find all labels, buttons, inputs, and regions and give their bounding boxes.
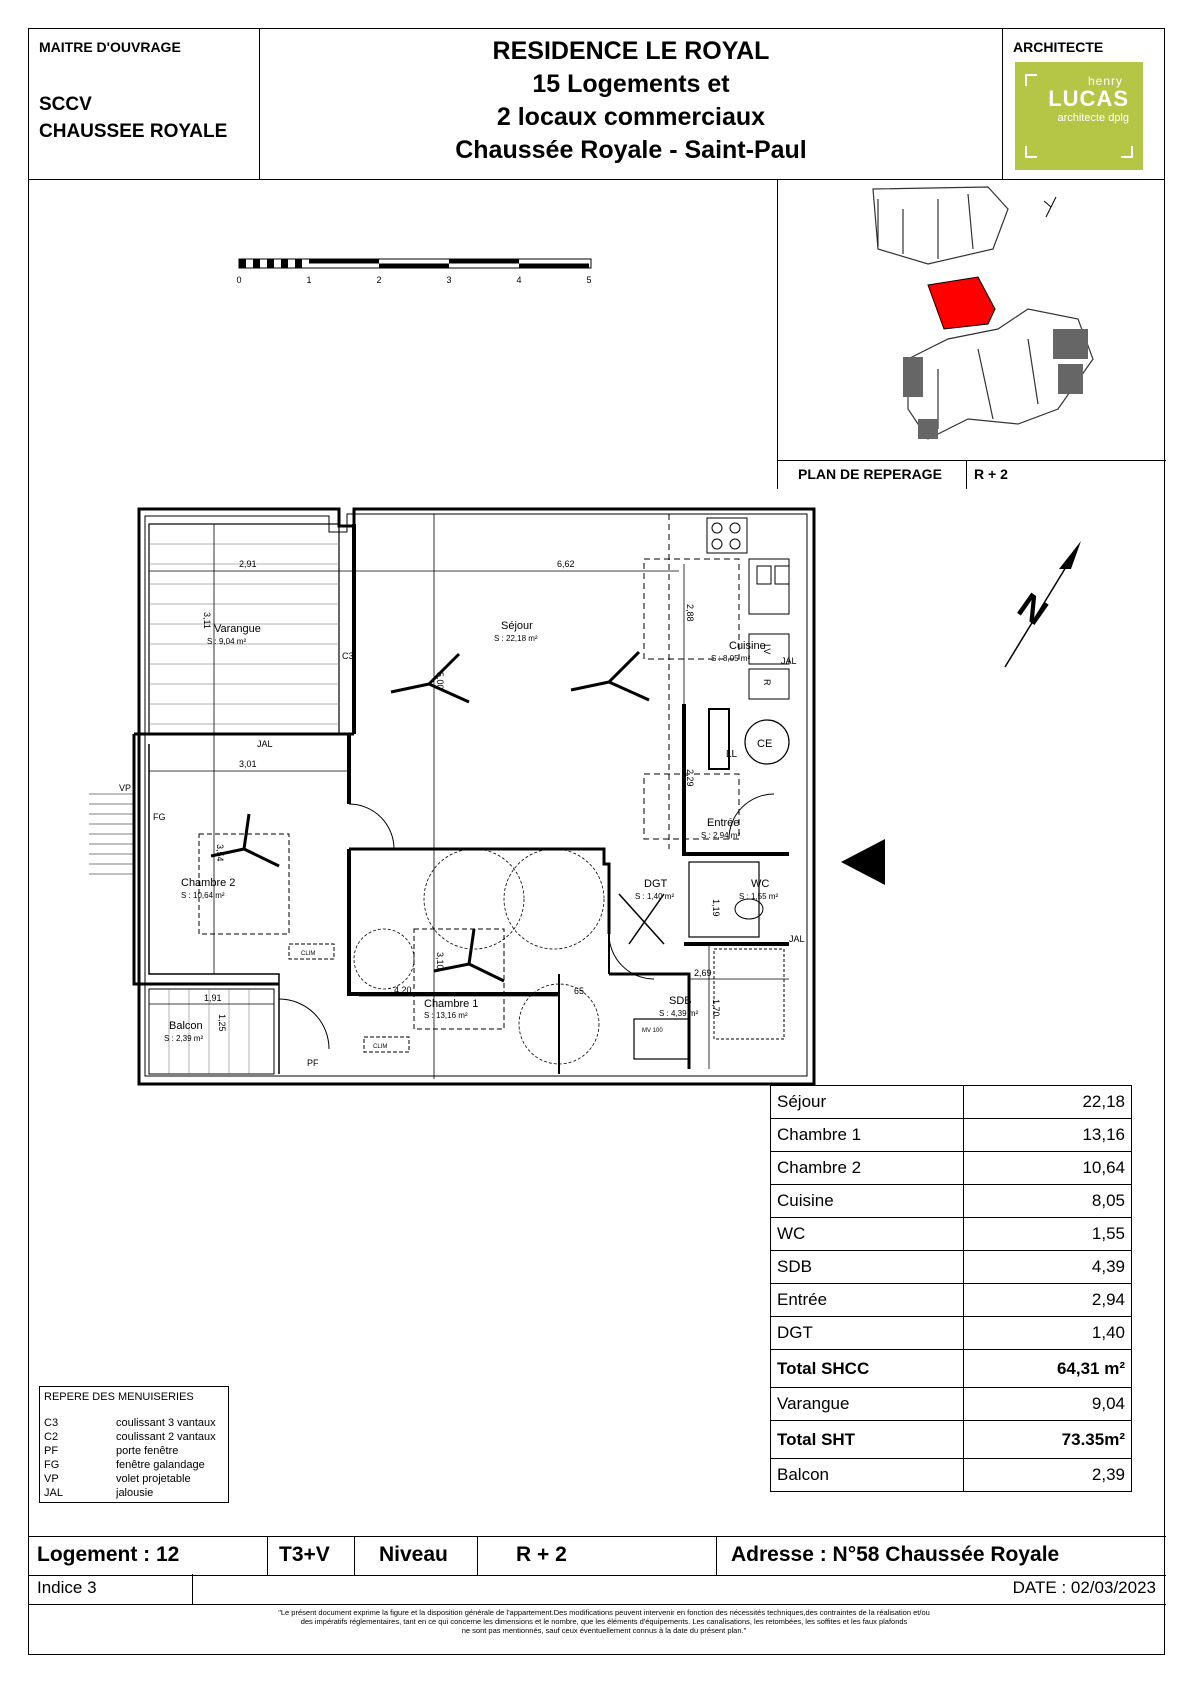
room-label-chambre1: Chambre 1: [424, 998, 479, 1010]
north-arrow-small-icon: [1044, 197, 1056, 217]
room-area-chambre1: S : 13,16 m²: [424, 1011, 468, 1020]
maitre-ouvrage-cell: [29, 29, 260, 179]
location-plan-divider: [966, 461, 967, 489]
logo-text-sub: architecte dplg: [1057, 112, 1129, 124]
area-row: [771, 1421, 1132, 1459]
scale-tick: 0: [236, 275, 242, 285]
tag-ce: CE: [757, 738, 773, 750]
tag-jal: JAL: [789, 934, 805, 944]
room-area-varangue: S : 9,04 m²: [207, 637, 247, 646]
svg-text:N: N: [1010, 584, 1056, 633]
logo-corner-icon: [1025, 146, 1037, 158]
dim-label: 3,11: [202, 612, 212, 629]
architect-label: ARCHITECTE: [1013, 39, 1104, 55]
tag-c3: C3: [342, 651, 354, 661]
dim-label: 3,54: [215, 844, 225, 862]
area-value: 9,04: [964, 1388, 1132, 1421]
joinery-legend: [39, 1386, 229, 1503]
scale-tick: 3: [446, 275, 452, 285]
tag-mv: MV 100: [642, 1028, 663, 1034]
indice: Indice 3: [37, 1578, 97, 1597]
room-area-wc: S : 1,55 m²: [739, 892, 779, 901]
area-row: [771, 1086, 1132, 1119]
architect-logo: [1015, 62, 1143, 170]
area-room: Total SHCC: [771, 1350, 964, 1388]
logement-number: Logement : 12: [37, 1543, 180, 1566]
location-plan: [777, 179, 1166, 489]
logo-corner-icon: [1121, 146, 1133, 158]
maitre-line2: CHAUSSEE ROYALE: [39, 121, 228, 142]
area-row: [771, 1388, 1132, 1421]
area-value: 22,18: [964, 1086, 1132, 1119]
area-value: 13,16: [964, 1119, 1132, 1152]
tag-fg: FG: [153, 812, 166, 822]
area-value: 73.35m²: [964, 1421, 1132, 1459]
legend-item: VP volet projetable: [44, 1473, 191, 1485]
maitre-ouvrage-label: MAITRE D'OUVRAGE: [39, 39, 181, 55]
area-value: 10,64: [964, 1152, 1132, 1185]
area-row: [771, 1317, 1132, 1350]
area-row: [771, 1284, 1132, 1317]
area-room: SDB: [771, 1251, 964, 1284]
north-arrow-icon: [999, 539, 1099, 679]
dim-label: 5,00: [435, 672, 445, 690]
area-room: Entrée: [771, 1284, 964, 1317]
area-value: 1,55: [964, 1218, 1132, 1251]
dim-label: 4,20: [394, 985, 412, 995]
dim-label: 1,91: [204, 993, 222, 1003]
area-room: Balcon: [771, 1459, 964, 1492]
room-area-sdb: S : 4,39 m²: [659, 1009, 699, 1018]
area-value: 2,94: [964, 1284, 1132, 1317]
area-room: Séjour: [771, 1086, 964, 1119]
area-row: [771, 1251, 1132, 1284]
area-room: Chambre 1: [771, 1119, 964, 1152]
scale-bar: [209, 247, 592, 297]
dim-label: 2,69: [694, 968, 712, 978]
legend-title: REPERE DES MENUISERIES: [44, 1391, 194, 1403]
area-value: 2,39: [964, 1459, 1132, 1492]
room-label-dgt: DGT: [644, 878, 668, 890]
area-row: [771, 1218, 1132, 1251]
dim-label: 1,70: [711, 999, 721, 1017]
room-area-balcon: S : 2,39 m²: [164, 1034, 204, 1043]
location-plan-label: PLAN DE REPERAGE: [798, 466, 942, 482]
area-row: [771, 1350, 1132, 1388]
area-table: [770, 1085, 1132, 1492]
logo-text-main: LUCAS: [1048, 86, 1129, 111]
dim-label: 1,19: [711, 899, 721, 917]
area-room: Chambre 2: [771, 1152, 964, 1185]
tag-clim: CLIM: [373, 1044, 388, 1050]
legend-item: C2 coulissant 2 vantaux: [44, 1431, 216, 1443]
room-label-sdb: SDB: [669, 995, 692, 1007]
room-label-balcon: Balcon: [169, 1020, 203, 1032]
area-value: 4,39: [964, 1251, 1132, 1284]
room-area-sejour: S : 22,18 m²: [494, 634, 538, 643]
legend-item: JAL jalousie: [44, 1487, 154, 1499]
tag-clim: CLIM: [301, 951, 316, 957]
room-area-chambre2: S : 10,64 m²: [181, 891, 225, 900]
ceiling-fan-icon: [211, 652, 649, 981]
dim-label: 2,91: [239, 559, 257, 569]
area-value: 8,05: [964, 1185, 1132, 1218]
legend-item: PF porte fenêtre: [44, 1445, 179, 1457]
area-room: WC: [771, 1218, 964, 1251]
room-area-cuisine: S : 8,05 m²: [711, 654, 751, 663]
area-room: Cuisine: [771, 1185, 964, 1218]
dim-label: 1,25: [217, 1014, 227, 1032]
niveau-value: R + 2: [516, 1543, 567, 1566]
tag-jal: JAL: [257, 739, 273, 749]
footer-summary: [29, 1536, 1166, 1576]
dim-label: 65: [574, 986, 585, 996]
area-row: [771, 1185, 1132, 1218]
maitre-ouvrage-name: [39, 91, 227, 145]
plan-date: DATE : 02/03/2023: [1012, 1578, 1156, 1597]
logo-text-top: henry: [1087, 74, 1123, 88]
disclaimer-line: des impératifs réglementaires, tant en ce qui concerne les dimensions et le nombre, que les éléments d'équipements. Les canalisations, les retombées, les soffites et les faux plafonds: [300, 1617, 908, 1626]
area-value: 1,40: [964, 1317, 1132, 1350]
location-plan-level: R + 2: [974, 466, 1008, 482]
floor-plan: [89, 504, 859, 1104]
location-plan-footer: [778, 460, 1166, 489]
logo-corner-icon: [1025, 74, 1037, 86]
dim-label: 6,62: [557, 559, 575, 569]
area-room: DGT: [771, 1317, 964, 1350]
area-value: 64,31 m²: [964, 1350, 1132, 1388]
area-room: Total SHT: [771, 1421, 964, 1459]
disclaimer-line: "Le présent document exprime la figure et la disposition générale de l'appartement.Des modifications peuvent intervenir en fonction des nécessités techniques,des contraintes de la réalisation et/ou: [278, 1608, 930, 1617]
maitre-line1: SCCV: [39, 94, 92, 115]
scale-tick: 4: [516, 275, 522, 285]
room-label-cuisine: Cuisine: [729, 640, 766, 652]
disclaimer-line: ne sont pas mentionnés, sauf ceux éventuellement connus à la date du présent plan.": [461, 1626, 747, 1635]
project-title: RESIDENCE LE ROYAL: [492, 37, 770, 65]
project-title-cell: [260, 29, 1003, 179]
scale-tick: 2: [376, 275, 382, 285]
site-plan-drawing: [778, 179, 1167, 461]
room-label-sejour: Séjour: [501, 620, 533, 632]
logement-type: T3+V: [279, 1543, 330, 1566]
legend-item: C3 coulissant 3 vantaux: [44, 1417, 216, 1429]
room-label-wc: WC: [751, 878, 770, 890]
area-row: [771, 1119, 1132, 1152]
project-location: Chaussée Royale - Saint-Paul: [455, 136, 807, 164]
disclaimer: [179, 1608, 1029, 1635]
legend-item: FG fenêtre galandage: [44, 1459, 205, 1471]
scale-tick: 5: [586, 275, 592, 285]
tag-lv: LV: [762, 644, 772, 655]
dim-label: 2,29: [685, 769, 695, 787]
niveau-label: Niveau: [379, 1543, 448, 1566]
footer-meta: [29, 1574, 1166, 1605]
project-subtitle-1: 15 Logements et: [532, 70, 730, 98]
area-row: [771, 1152, 1132, 1185]
room-area-dgt: S : 1,40 m²: [635, 892, 675, 901]
architect-cell: [1003, 29, 1166, 179]
apartment-highlight: [928, 277, 995, 329]
tag-ll: LL: [726, 749, 738, 760]
area-room: Varangue: [771, 1388, 964, 1421]
tag-jal: JAL: [781, 656, 797, 666]
dim-label: 2,88: [685, 604, 695, 622]
address: Adresse : N°58 Chaussée Royale: [731, 1543, 1060, 1566]
dim-label: 3,01: [239, 759, 257, 769]
room-label-entree: Entrée: [707, 817, 740, 829]
tag-vp: VP: [119, 783, 132, 793]
tag-pf: PF: [307, 1058, 319, 1068]
scale-tick: 1: [306, 275, 312, 285]
area-row: [771, 1459, 1132, 1492]
room-area-entree: S : 2,94 m²: [701, 831, 741, 840]
dim-label: 3,10: [435, 952, 445, 970]
tag-r: R: [762, 679, 772, 686]
room-label-varangue: Varangue: [214, 623, 261, 635]
project-subtitle-2: 2 locaux commerciaux: [496, 103, 766, 131]
room-label-chambre2: Chambre 2: [181, 877, 236, 889]
